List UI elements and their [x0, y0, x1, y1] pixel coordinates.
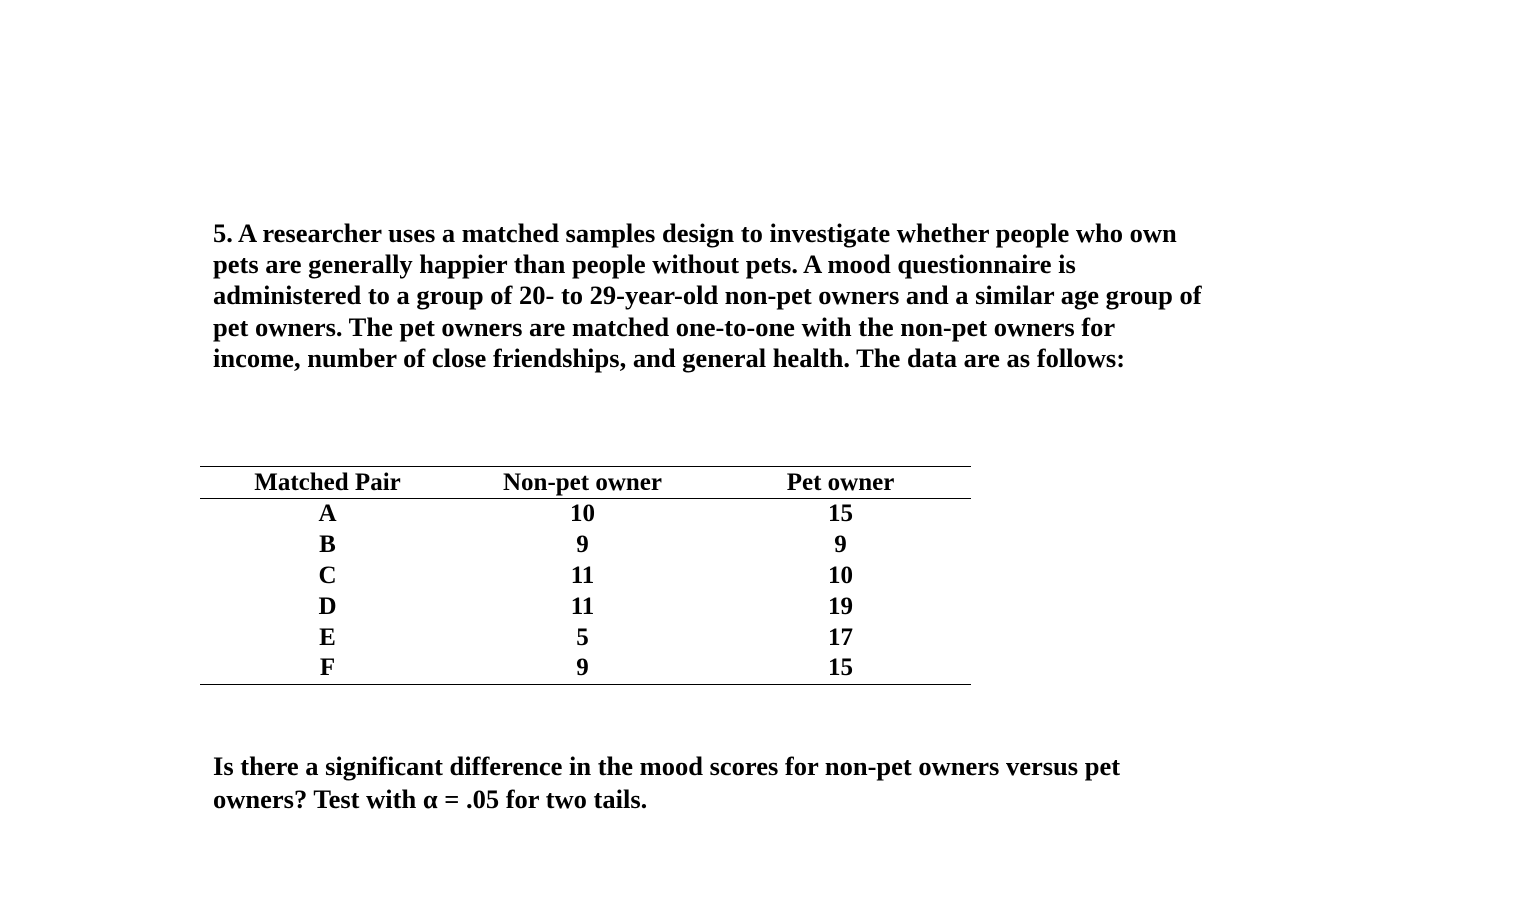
problem-statement: 5. A researcher uses a matched samples design to investigate whether people who own pets are generally happier than people without pets. A mood questionnaire is administered to a group of 20- to 29-year-old non-pet owners and a similar age group of pet owners. The pet owners are matched one-to-one with the non-pet owners for income, number of close friendships, and general health. The data are as follows: [213, 218, 1202, 373]
non-pet-owner-cell: 5 [576, 623, 589, 651]
pet-owner-cell: 17 [828, 623, 853, 651]
pet-owner-cell: 9 [834, 531, 847, 559]
table-row [200, 622, 971, 653]
data-table [200, 466, 971, 685]
non-pet-owner-cell: 9 [576, 654, 589, 682]
non-pet-owner-cell: 10 [570, 500, 595, 528]
pet-owner-cell: 10 [828, 561, 853, 589]
table-row [200, 653, 971, 684]
pet-owner-cell: 15 [828, 500, 853, 528]
pair-cell: C [318, 561, 337, 589]
table-row [200, 591, 971, 622]
pair-cell: F [319, 654, 336, 682]
table-row [200, 530, 971, 561]
question-text: Is there a significant difference in the mood scores for non-pet owners versus pet owners? Test with α = .05 for two tails. [213, 751, 1121, 814]
pair-cell: E [319, 623, 336, 651]
non-pet-owner-cell: 9 [576, 531, 589, 559]
header-matched-pair: Matched Pair [254, 468, 401, 496]
pair-cell: B [319, 531, 336, 559]
table-header-row [200, 467, 971, 499]
pet-owner-cell: 15 [828, 654, 853, 682]
non-pet-owner-cell: 11 [570, 592, 595, 620]
header-pet-owner: Pet owner [786, 468, 895, 496]
table-row [200, 561, 971, 592]
pair-cell: A [318, 500, 337, 528]
non-pet-owner-cell: 11 [570, 561, 595, 589]
pair-cell: D [318, 592, 337, 620]
header-non-pet-owner: Non-pet owner [502, 468, 662, 496]
pet-owner-cell: 19 [828, 592, 853, 620]
table-row [200, 499, 971, 530]
